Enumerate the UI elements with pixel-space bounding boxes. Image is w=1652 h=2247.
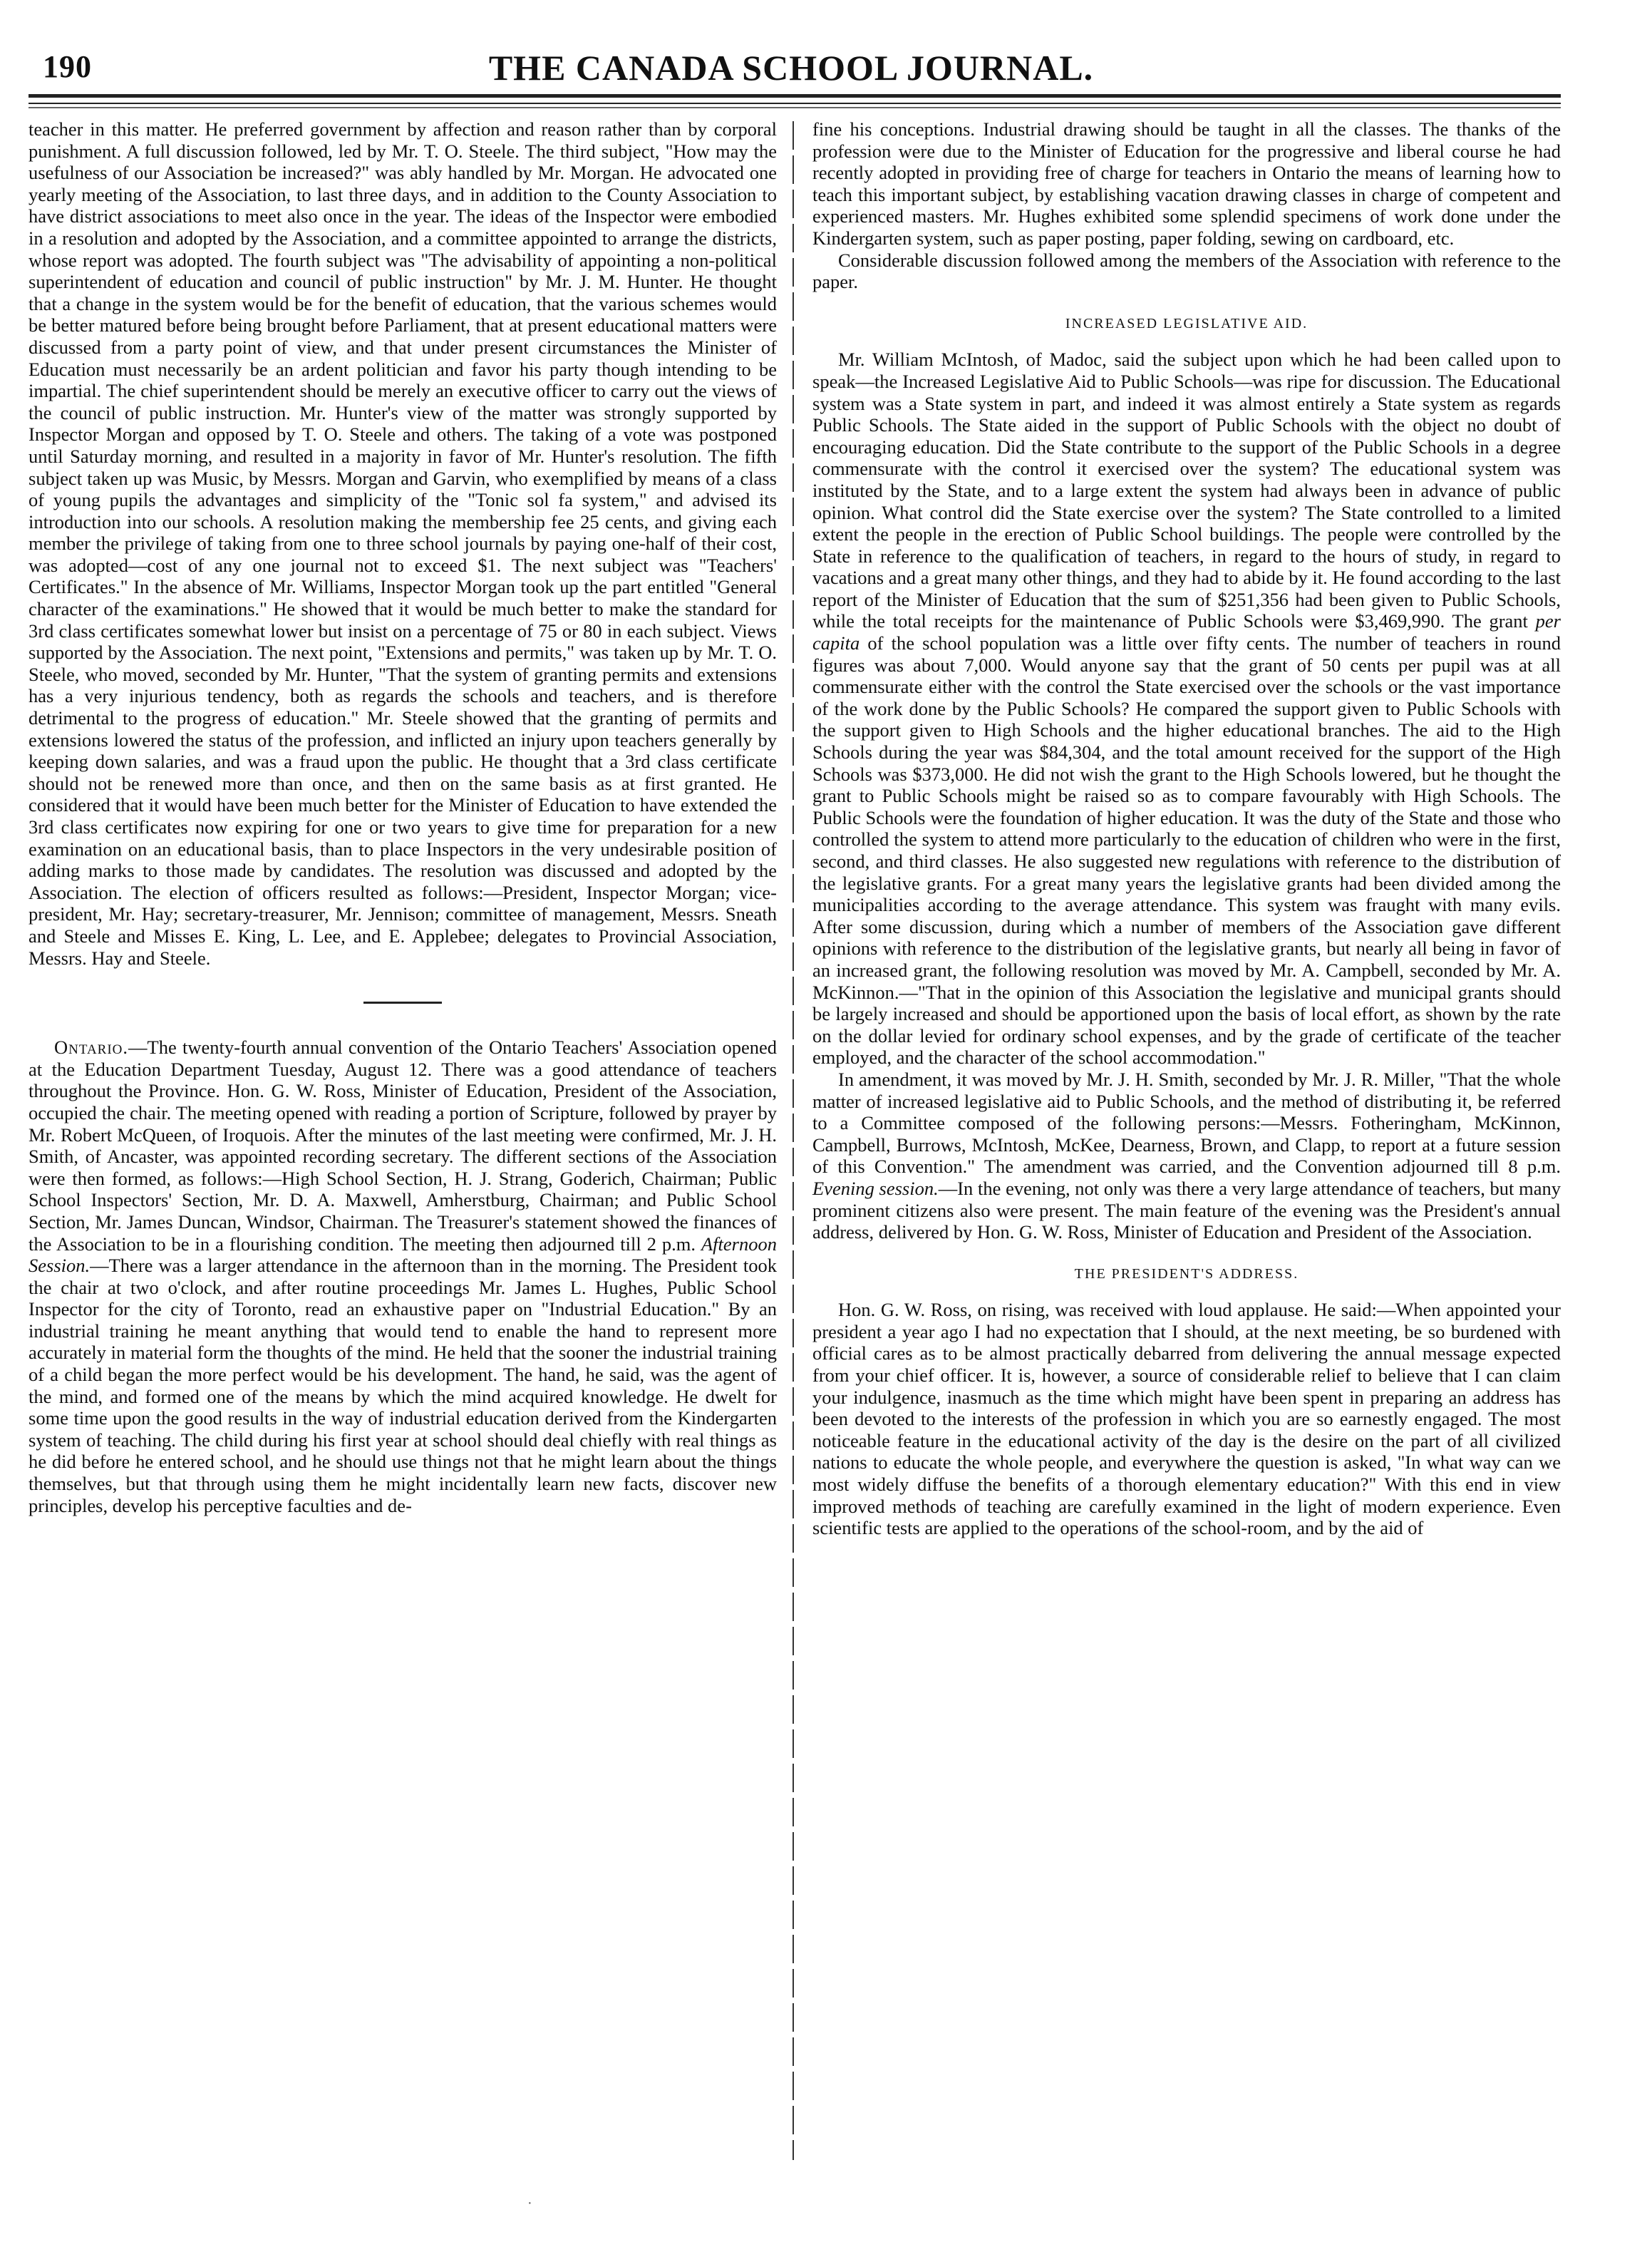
left-paragraph-ontario xyxy=(29,1037,777,1516)
ontario-lead: Ontario. xyxy=(54,1037,129,1059)
left-paragraph-1: teacher in this matter. He preferred government by affection and reason rather than by corporal punishment. A full discussion followed, led by Mr. T. O. Steele. The third subject, "How may the usefulness of our Association be increased?" was ably handled by Mr. Morgan. He advocated one yearly meeting of the Association, to last three days, and in addition to the County Association to have district associations to meet also once in the year. The ideas of the Inspector were embodied in a resolution and adopted by the Association, and a committee appointed to arrange the districts, whose report was adopted. The fourth subject was "The advisability of appointing a non-political superintendent of education and council of public instruction" by Mr. J. M. Hunter. He thought that a change in the system would be for the benefit of education, that the various schemes would be better matured before being brought before Parliament, that at present educational matters were discussed from a party point of view, and that under present circumstances the Minister of Education must necessarily be an ardent politician and favor his party though intending to be impartial. The chief superintendent should be merely an executive officer to carry out the views of the council of public instruction. Mr. Hunter's view of the matter was strongly supported by Inspector Morgan and opposed by T. O. Steele and others. The taking of a vote was postponed until Saturday morning, and resulted in a majority in favor of Mr. Hunter's resolution. The fifth subject taken up was Music, by Messrs. Morgan and Garvin, who exemplified by means of a class of young pupils the advantages and simplicity of the "Tonic sol fa system," and advised its introduction into our schools. A resolution making the membership fee 25 cents, and giving each member the privilege of taking from one to three school journals by paying one-half of their cost, was adopted—cost of any one journal not to exceed $1. The next subject was "Teachers' Certificates." In the absence of Mr. Williams, Inspector Morgan took up the part entitled "General character of the examinations." He showed that it would be much better to make the standard for 3rd class certificates somewhat lower but insist on a percentage of 75 or 80 in each subject. Views supported by the Association. The next point, "Extensions and permits," was taken up by Mr. T. O. Steele, who moved, seconded by Mr. Hunter, "That the system of granting permits and extensions has a very injurious tendency, both as regards the schools and teachers, and is therefore detrimental to the progress of education." Mr. Steele showed that the granting of permits and extensions lowered the status of the profession, and inflicted an injury upon teachers generally by keeping down salaries, and was a fraud upon the public. He thought that a 3rd class certificate should not be renewed more than once, and then on the same basis as at first granted. He considered that it would have been much better for the Minister of Education to have extended the 3rd class certificates now expiring for one or two years to give time for preparation for a new examination on an educational basis, than to place Inspectors in the very undesirable position of adding marks to those made by candidates. The resolution was discussed and adopted by the Association. The election of officers resulted as follows:—President, Inspector Morgan; vice-president, Mr. Hay; secretary-treasurer, Mr. Jennison; committee of management, Messrs. Sneath and Steele and Misses E. King, L. Lee, and E. Applebee; delegates to Provincial Association, Messrs. Hay and Steele. xyxy=(29,118,777,969)
page-number: 190 xyxy=(43,49,92,84)
column-divider xyxy=(793,121,794,2160)
ontario-text-b: —There was a larger attendance in the afternoon than in the morning. The President took the chair at two o'clock, and after routine proceedings Mr. James L. Hughes, Public School Inspector for the city of Toronto, read an exhaustive paper on "Industrial Education." By an industrial training he meant anything that would tend to enable the hand to represent more accurately in material form the thoughts of the mind. He held that the sooner the industrial training of a child began the more perfect would be his development. The hand, he said, was the agent of the mind, and formed one of the means by which the mind acquired knowledge. He dwelt for some time upon the good results in the way of industrial education derived from the Kindergarten system of teaching. The child during his first year at school should deal chiefly with real things as he did before he entered school, and he should use things not that he might learn about the things themselves, but that through using them he might incidentally learn new facts, discover new principles, develop his perceptive faculties and de- xyxy=(29,1255,777,1516)
amendment-text-b: —In the evening, not only was there a very large attendance of teachers, but many prominent citizens also were present. The main feature of the evening was the President's annual address, delivered by Hon. G. W. Ross, Minister of Education and President of the Association. xyxy=(812,1177,1561,1243)
header-rule-thick xyxy=(29,94,1561,98)
journal-title: THE CANADA SCHOOL JOURNAL. xyxy=(488,48,1094,88)
header-rule-thin xyxy=(29,103,1561,104)
ontario-text-a: —The twenty-fourth annual convention of the Ontario Teachers' Association opened at the Education Department Tuesday, August 12. There was a good attendance of teachers throughout the Province. Hon. G. W. Ross, Minister of Education, President of the Association, occupied the chair. The meeting opened with reading a portion of Scripture, followed by prayer by Mr. Robert McQueen, of Iroquois. After the minutes of the last meeting were confirmed, Mr. J. H. Smith, of Ancaster, was appointed recording secretary. The different sections of the Association were then formed, as follows:—High School Section, H. J. Strang, Goderich, Chairman; Public School Inspectors' Section, Mr. D. A. Maxwell, Amherstburg, Chairman; and Public School Section, Mr. James Duncan, Windsor, Chairman. The Treasurer's statement showed the finances of the Association to be in a flourishing condition. The meeting then adjourned till 2 p.m. xyxy=(29,1037,777,1255)
mcintosh-text-b: of the school population was a little over fifty cents. The number of teachers in round figures was about 7,000. Would anyone say that the grant of 50 cents per pupil was at all commensurate either with the control the State exercised over the schools or the vast importance of the work done by the Public Schools? He compared the support given to Public Schools with the support given to High Schools and the higher educational branches. The aid to the High Schools during the year was $84,304, and the total amount received for the support of the High Schools was $373,000. He did not wish the grant to the High Schools lowered, but he thought the grant to Public Schools might be raised so as to compare favourably with High Schools. The Public Schools were the foundation of higher education. It was the duty of the State and those who controlled the system to attend more particularly to the education of children who were in the first, second, and third classes. He also suggested new regulations with reference to the distribution of the legislative grants. For a great many years the legislative grants had been divided among the municipalities according to the average attendance. This system was fraught with many evils. After some discussion, during which a number of members of the Association gave different opinions with reference to the distribution of the legislative grants, but nearly all being in favor of an increased grant, the following resolution was moved by Mr. A. Campbell, seconded by Mr. A. McKinnon.—"That in the opinion of this Association the legislative and municipal grants should be largely increased and should be apportioned upon the basis of local effort, as shown by the rate on the dollar levied for ordinary school expenses, and by the grade of certificate of the teacher employed, and the character of the school accommodation." xyxy=(812,632,1561,1069)
page-header xyxy=(29,44,1554,87)
heading-presidents-address: THE PRESIDENT'S ADDRESS. xyxy=(1074,1265,1299,1282)
mcintosh-text-a: Mr. William McIntosh, of Madoc, said the subject upon which he had been called upon to speak—the Increased Legislative Aid to Public Schools—was ripe for discussion. The Educational system was a State system in part, and indeed it was almost entirely a State system as regards Public Schools. The State aided in the support of Public Schools with the object no doubt of encouraging education. Did the State contribute to the support of the Public Schools in a degree commensurate with the control it exercised over the system? The educational system was instituted by the State, and to a large extent the system had always been in advance of public opinion. What control did the State exercise over the system? The State controlled to a limited extent the people in the erection of Public School buildings. The people were controlled by the State in reference to the qualification of teachers, in regard to the hours of study, in regard to vacations and a great many other things, and they had to abide by it. He found according to the last report of the Minister of Education that the sum of $251,356 had been given to Public Schools, while the total receipts for the maintenance of Public Schools were $3,469,990. The grant xyxy=(812,349,1561,632)
amendment-text-a: In amendment, it was moved by Mr. J. H. Smith, seconded by Mr. J. R. Miller, "That the whole matter of increased legislative aid to Public Schools, and the method of distributing it, be referred to a Committee composed of the following persons:—Messrs. Fotheringham, McKinnon, Campbell, Burrows, McIntosh, McKee, Dearness, Brown, and Clapp, to report at a future session of this Convention." The amendment was carried, and the Convention adjourned till 8 p.m. xyxy=(812,1068,1561,1178)
right-paragraph-4 xyxy=(812,1069,1561,1243)
header-rule-thin-lower xyxy=(29,107,1561,108)
print-speck: · xyxy=(527,2196,532,2211)
right-paragraph-1: fine his conceptions. Industrial drawing should be taught in all the classes. The thanks of the profession were due to the Minister of Education for the progressive and liberal course he had recently adopted in providing free of charge for teachers in Ontario the means of learning how to teach this important subject, by establishing vacation drawing classes in charge of competent and experienced masters. Mr. Hughes exhibited some splendid specimens of work done under the Kindergarten system, such as paper posting, paper folding, sewing on cardboard, etc. xyxy=(812,118,1561,249)
right-column xyxy=(812,118,1561,1539)
heading-increased-legislative-aid: INCREASED LEGISLATIVE AID. xyxy=(1065,315,1308,331)
per-capita-term: per capita xyxy=(812,610,1561,654)
right-paragraph-3 xyxy=(812,349,1561,1069)
afternoon-session-label: Afternoon Session. xyxy=(29,1233,777,1277)
evening-session-label: Evening session. xyxy=(812,1177,939,1199)
left-column xyxy=(29,118,777,1516)
section-divider-rule xyxy=(363,1002,442,1004)
right-paragraph-2: Considerable discussion followed among the members of the Association with reference to the paper. xyxy=(812,249,1561,293)
right-paragraph-5: Hon. G. W. Ross, on rising, was received with loud applause. He said:—When appointed your president a year ago I had no expectation that I should, at the next meeting, be so burdened with official cares as to be almost practically debarred from delivering the annual message expected from your chief officer. It is, however, a source of considerable relief to believe that I can claim your indulgence, inasmuch as the time which might have been spent in preparing an address has been devoted to the interests of the profession in which you are so earnestly engaged. The most noticeable feature in the educational activity of the day is the desire on the part of all civilized nations to educate the whole people, and everywhere the question is asked, "In what way can we most widely diffuse the benefits of a thorough elementary education?" With this end in view improved methods of teaching are carefully examined in the light of modern experience. Even scientific tests are applied to the operations of the school-room, and by the aid of xyxy=(812,1299,1561,1539)
